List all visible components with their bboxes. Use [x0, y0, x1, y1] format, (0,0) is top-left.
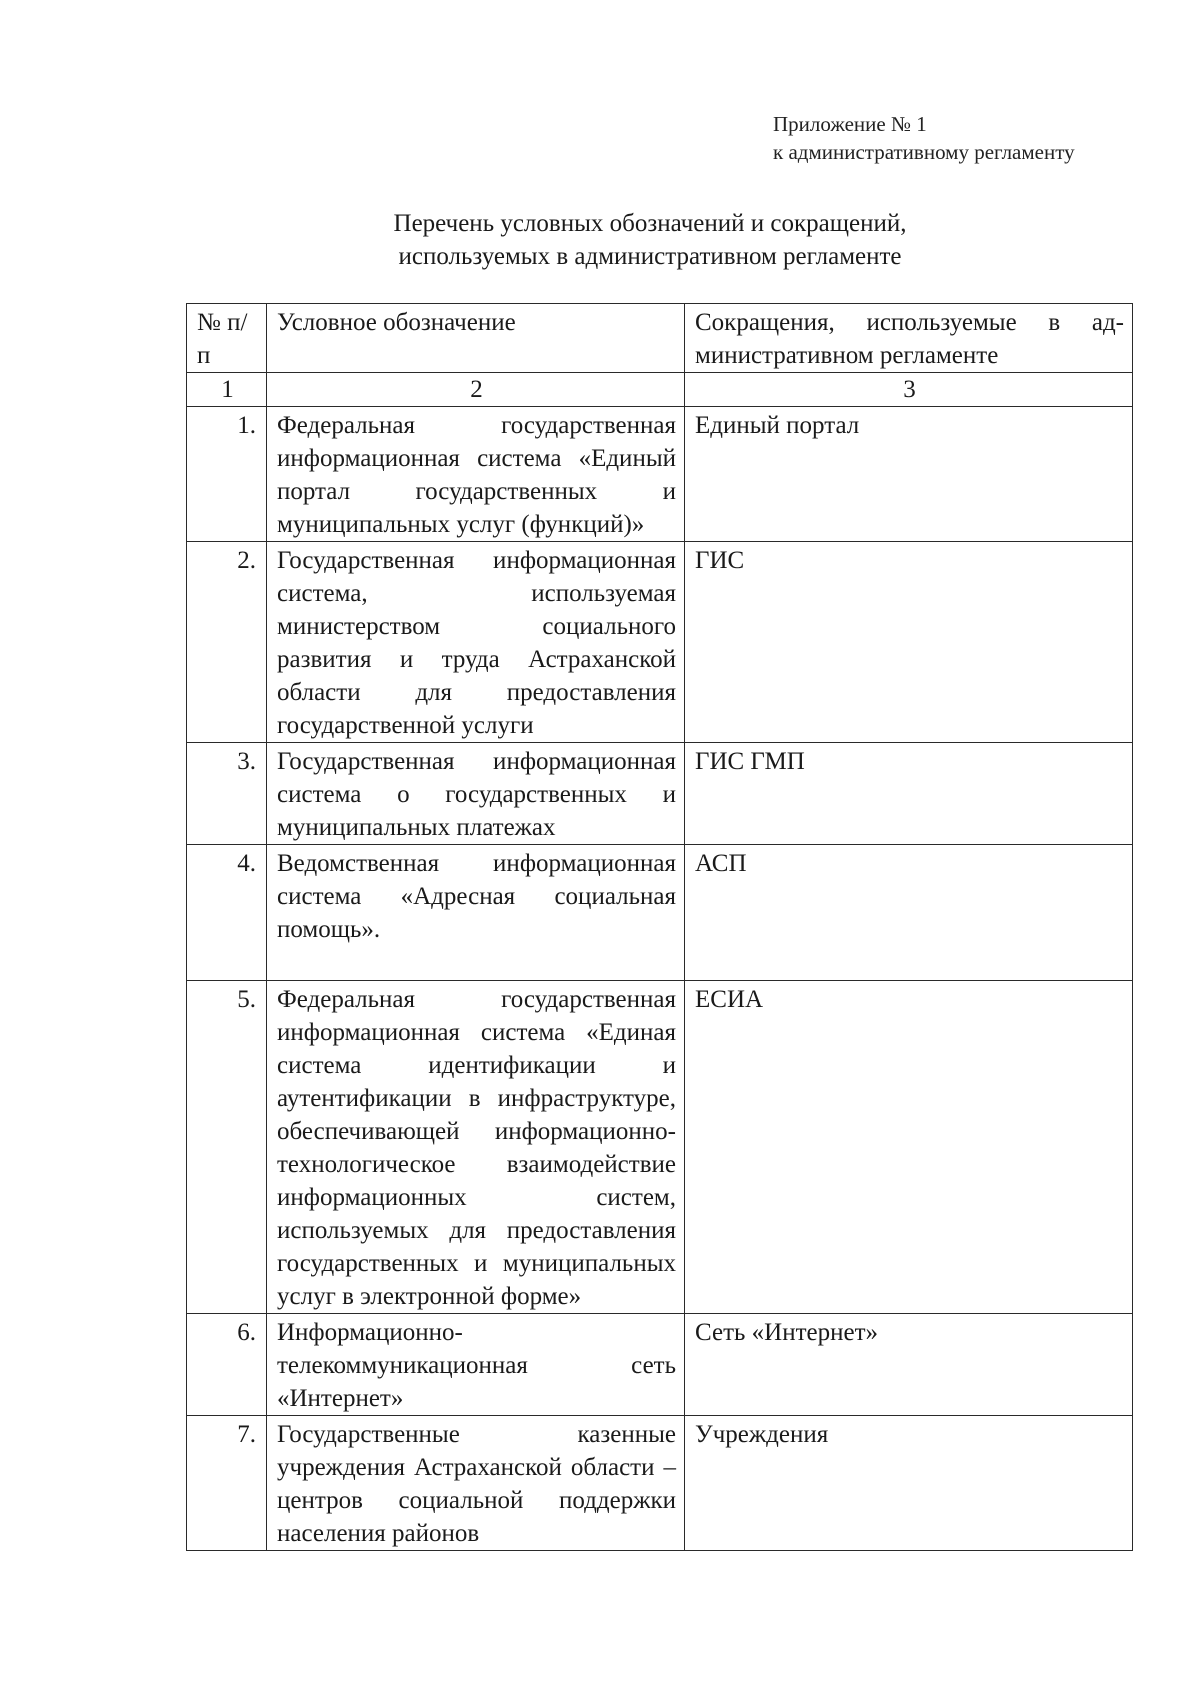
- header-designation: Условное обозначение: [267, 304, 685, 373]
- document-title: [300, 207, 1000, 273]
- table-row: [187, 1416, 1133, 1551]
- table-row: [187, 407, 1133, 542]
- header-number: № п/п: [187, 304, 267, 373]
- row-abbreviation: ГИС: [685, 542, 1133, 743]
- row-abbreviation: ГИС ГМП: [685, 743, 1133, 845]
- row-abbreviation: Единый портал: [685, 407, 1133, 542]
- row-number: 6.: [187, 1314, 267, 1416]
- row-number: 2.: [187, 542, 267, 743]
- row-designation: Информационно-телекоммуникационная сеть «Интернет»: [267, 1314, 685, 1416]
- table-row: [187, 1314, 1133, 1416]
- row-number: 4.: [187, 845, 267, 981]
- header-abbreviation: Сокращения, используемые в административном регламенте: [685, 304, 1133, 373]
- row-number: 1.: [187, 407, 267, 542]
- row-abbreviation: АСП: [685, 845, 1133, 981]
- row-number: 5.: [187, 981, 267, 1314]
- row-designation: Государственная информационная система, используемая министерством социального развития и труда Астраханской области для предоставления государственной услуги: [267, 542, 685, 743]
- column-number-3: 3: [685, 373, 1133, 407]
- appendix-note: [773, 110, 1075, 166]
- row-designation: Федеральная государственная информационная система «Единый портал государственных и муниципальных услуг (функций)»: [267, 407, 685, 542]
- table-header-row: [187, 304, 1133, 373]
- row-designation: Ведомственная информационная система «Адресная социальная помощь».: [267, 845, 685, 981]
- row-designation: Федеральная государственная информационная система «Единая система идентификации и аутентификации в инфраструктуре, обеспечивающей информационно-технологическое взаимодействие информационных систем, используемых для предоставления государственных и муниципальных услуг в электронной форме»: [267, 981, 685, 1314]
- table-row: [187, 981, 1133, 1314]
- appendix-line-2: к административному регламенту: [773, 140, 1075, 164]
- row-abbreviation: ЕСИА: [685, 981, 1133, 1314]
- column-number-1: 1: [187, 373, 267, 407]
- row-number: 3.: [187, 743, 267, 845]
- table-row: [187, 542, 1133, 743]
- column-number-2: 2: [267, 373, 685, 407]
- row-designation: Государственная информационная система о государственных и муниципальных платежах: [267, 743, 685, 845]
- row-abbreviation: Учреждения: [685, 1416, 1133, 1551]
- row-number: 7.: [187, 1416, 267, 1551]
- row-designation: Государственные казенные учреждения Астраханской области – центров социальной поддержки населения районов: [267, 1416, 685, 1551]
- title-line-2: используемых в административном регламенте: [398, 243, 902, 270]
- column-numbers-row: [187, 373, 1133, 407]
- abbreviations-table: [186, 303, 1133, 1551]
- title-line-1: Перечень условных обозначений и сокращений,: [393, 210, 907, 237]
- appendix-line-1: Приложение № 1: [773, 112, 927, 136]
- row-abbreviation: Сеть «Интернет»: [685, 1314, 1133, 1416]
- table-row: [187, 845, 1133, 981]
- table-row: [187, 743, 1133, 845]
